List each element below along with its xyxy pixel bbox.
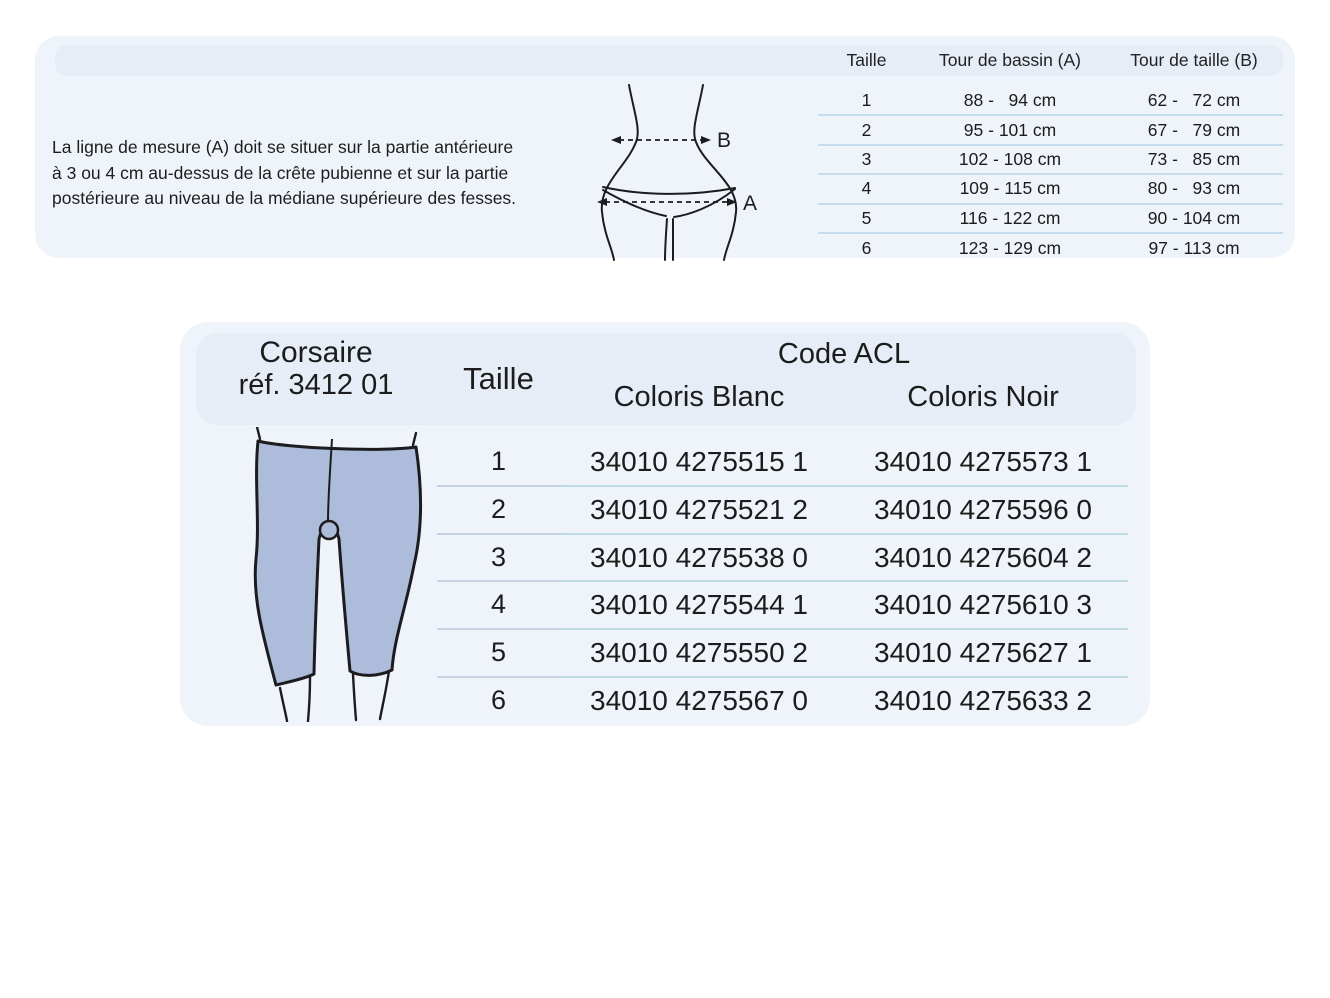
acl-code-noir: 34010 4275596 0 (874, 493, 1092, 525)
size-value: 2 (437, 487, 560, 533)
acl-code-row (437, 487, 1128, 535)
size-value: 6 (861, 238, 872, 259)
size-table-row (818, 87, 1283, 116)
acl-code-row (437, 535, 1128, 583)
taille-range: 97 - 113 cm (1148, 238, 1240, 259)
bassin-range: 102 - 108 cm (958, 148, 1062, 169)
diagram-label-a: A (743, 192, 758, 215)
measurement-note-line: postérieure au niveau de la médiane supérieure des fesses. (52, 188, 517, 208)
size-table-row (818, 116, 1283, 145)
taille-range: 62 - 72 cm (1147, 90, 1241, 111)
diagram-label-b: B (717, 129, 732, 152)
size-value: 1 (861, 90, 872, 111)
acl-code-row (437, 582, 1128, 630)
product-reference: réf. 3412 01 (238, 369, 394, 401)
size-value: 2 (861, 119, 872, 140)
acl-code-noir: 34010 4275627 1 (874, 637, 1092, 669)
size-value: 3 (861, 148, 872, 169)
size-table-row (818, 146, 1283, 175)
size-value: 5 (861, 207, 872, 228)
size-table-row (818, 205, 1283, 234)
bassin-range: 109 - 115 cm (959, 178, 1061, 199)
acl-code-row (437, 439, 1128, 487)
size-value: 3 (437, 535, 560, 581)
size-table-header (818, 45, 1283, 76)
taille-range: 80 - 93 cm (1147, 178, 1241, 199)
acl-code-table (437, 439, 1128, 726)
measurement-note (52, 135, 572, 212)
acl-code-blanc: 34010 4275521 2 (590, 493, 808, 525)
size-table-header-bassin: Tour de bassin (A) (938, 50, 1081, 70)
bassin-range: 88 - 94 cm (963, 90, 1057, 111)
size-table-row (818, 175, 1283, 204)
measurement-note-line: à 3 ou 4 cm au-dessus de la crête pubienne et sur la partie (52, 162, 509, 183)
size-table-header-taille: Taille (846, 50, 887, 70)
bassin-range: 95 - 101 cm (963, 119, 1057, 140)
acl-code-blanc: 34010 4275544 1 (590, 589, 808, 621)
size-value: 4 (437, 582, 560, 628)
acl-code-blanc: 34010 4275515 1 (590, 446, 808, 477)
acl-code-blanc: 34010 4275538 0 (590, 541, 808, 573)
size-value: 5 (437, 630, 560, 676)
acl-code-noir: 34010 4275633 2 (874, 684, 1092, 716)
taille-range: 67 - 79 cm (1147, 119, 1241, 140)
acl-code-row (437, 630, 1128, 678)
body-measurement-diagram-icon (593, 84, 768, 262)
product-table-header-code-acl: Code ACL (777, 338, 911, 370)
taille-range: 73 - 85 cm (1147, 148, 1241, 169)
product-name: Corsaire (259, 336, 373, 369)
taille-range: 90 - 104 cm (1147, 207, 1241, 228)
bassin-range: 116 - 122 cm (959, 207, 1061, 228)
acl-code-noir: 34010 4275610 3 (874, 589, 1092, 621)
acl-code-blanc: 34010 4275550 2 (590, 637, 808, 669)
product-table-header-coloris-blanc: Coloris Blanc (613, 381, 785, 413)
acl-code-noir: 34010 4275573 1 (874, 446, 1092, 477)
measurement-note-line: La ligne de mesure (A) doit se situer sur la partie antérieure (52, 137, 514, 157)
bassin-range: 123 - 129 cm (958, 238, 1062, 259)
corsaire-garment-illustration-icon (240, 427, 425, 722)
product-table-header-taille: Taille (463, 361, 534, 396)
size-table-header-taille-b: Tour de taille (B) (1130, 50, 1258, 70)
size-value: 1 (437, 439, 560, 485)
acl-code-blanc: 34010 4275567 0 (590, 684, 808, 716)
size-table-row (818, 234, 1283, 263)
acl-code-noir: 34010 4275604 2 (874, 541, 1092, 573)
size-value: 6 (490, 684, 507, 715)
size-table (818, 87, 1283, 263)
product-table-header-coloris-noir: Coloris Noir (907, 381, 1059, 413)
acl-code-row (437, 678, 1128, 726)
size-value: 4 (861, 178, 872, 199)
